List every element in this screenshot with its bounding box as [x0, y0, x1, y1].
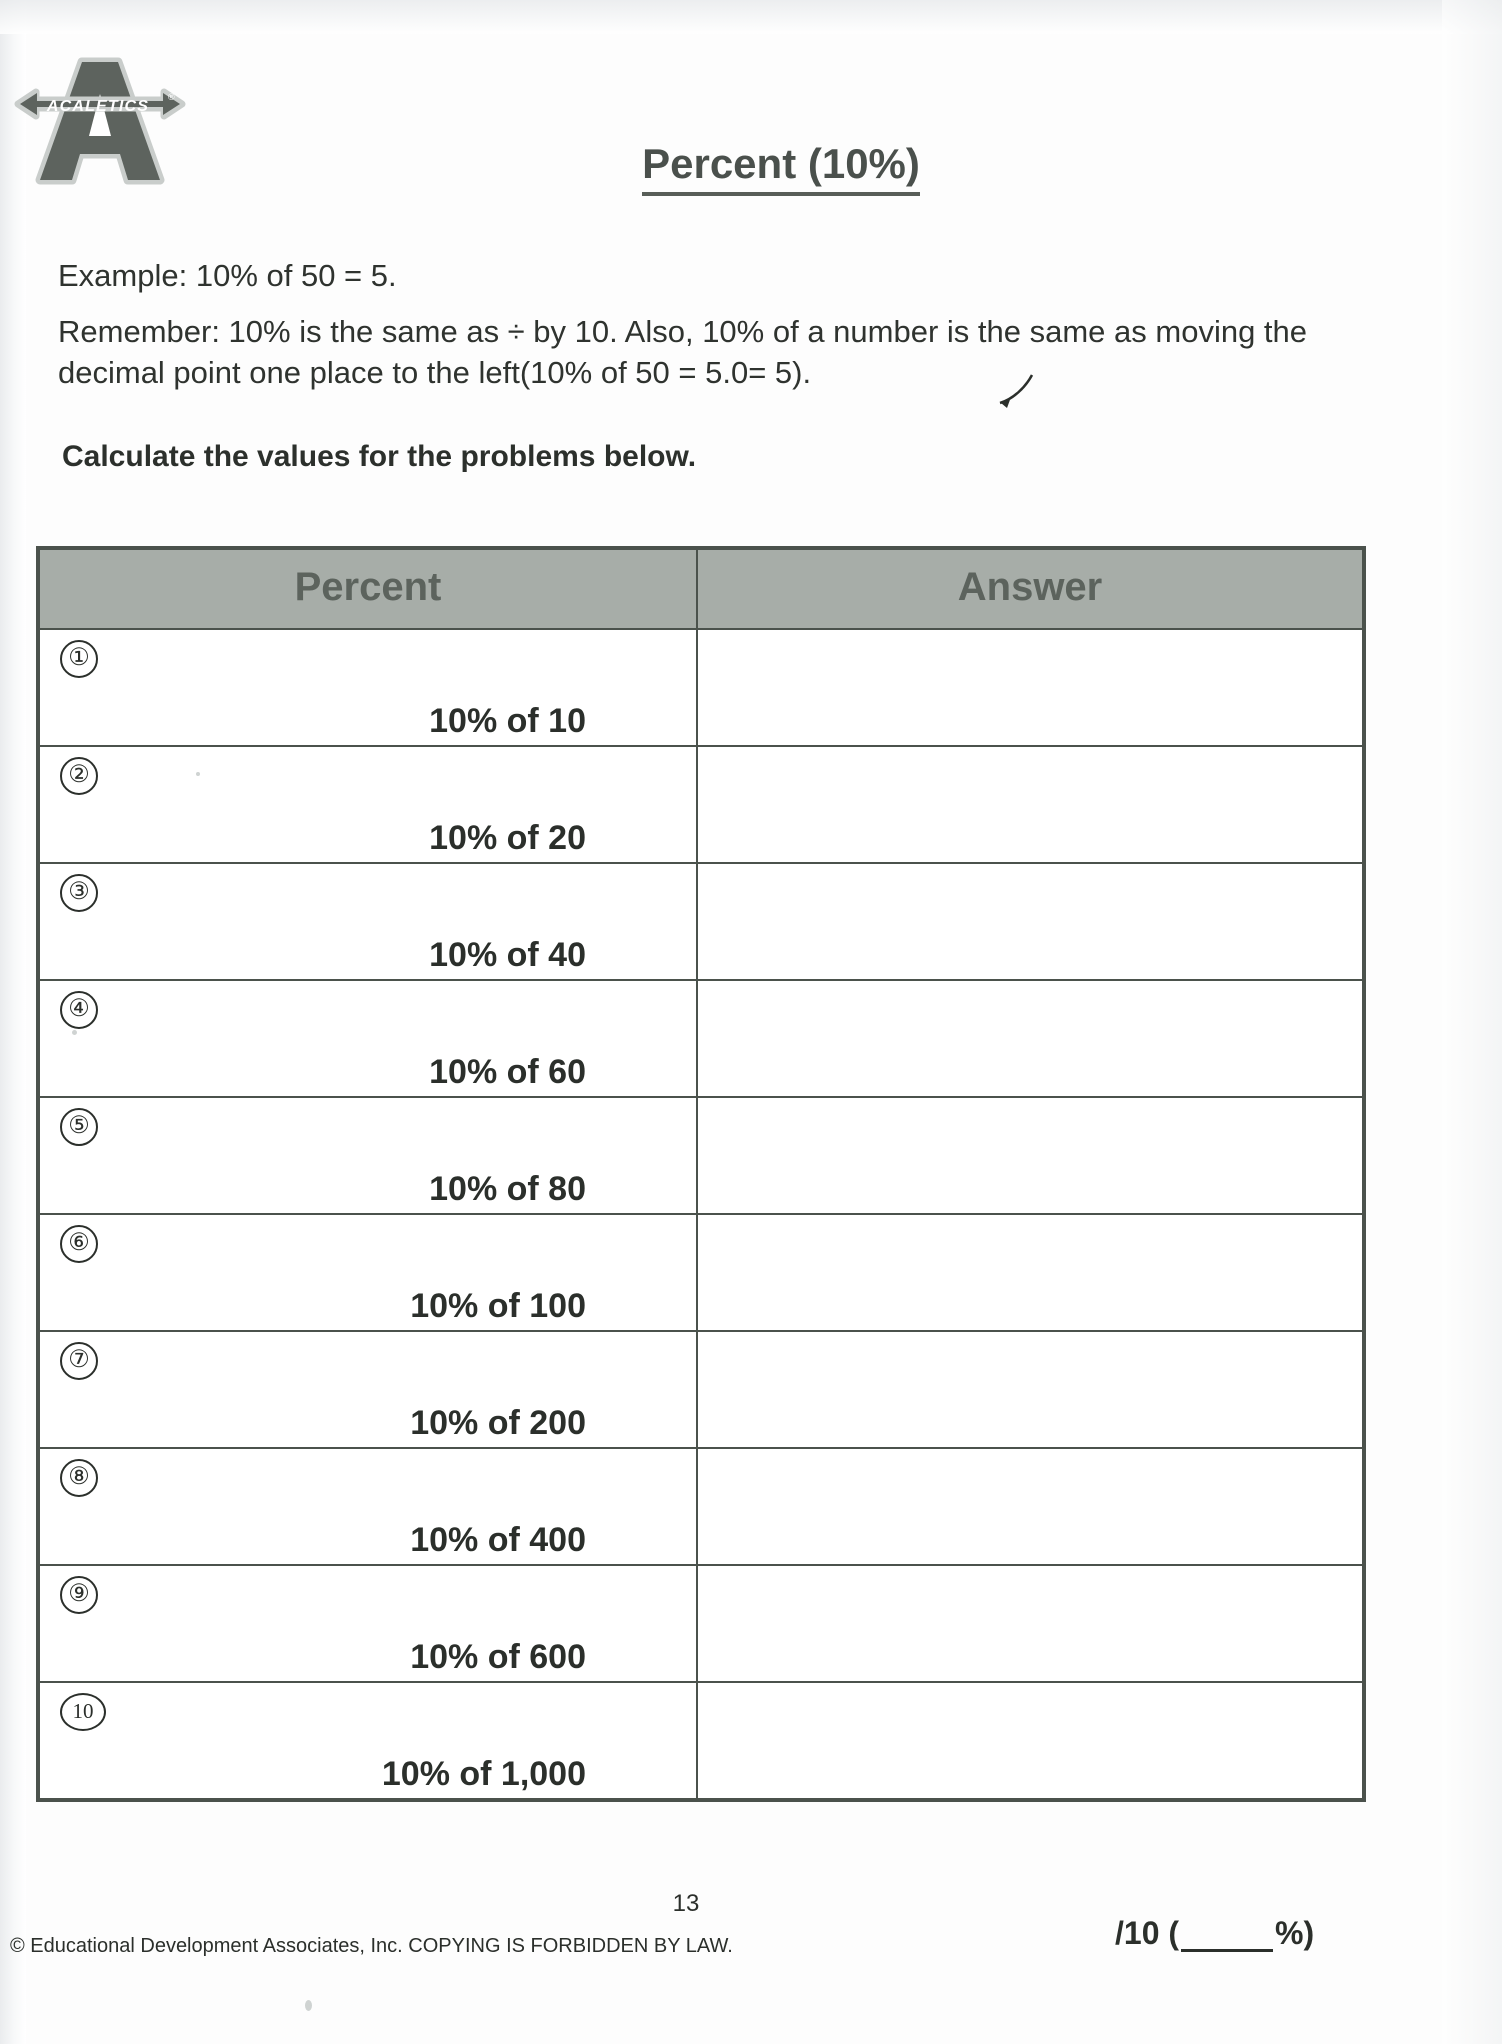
problem-text: 10% of 60: [429, 1053, 586, 1091]
answer-cell[interactable]: [698, 864, 1362, 979]
problem-cell: [40, 630, 698, 745]
page-title-text: Percent (10%): [642, 140, 920, 196]
problem-cell: [40, 981, 698, 1096]
scan-speck: [72, 1030, 77, 1035]
problem-text: 10% of 600: [410, 1638, 586, 1676]
row-number-badge: 10: [60, 1693, 106, 1731]
score-suffix: %): [1275, 1915, 1315, 1951]
problem-cell: [40, 1683, 698, 1798]
problem-cell: [40, 864, 698, 979]
remember-line-2a: moving the decimal point one place to the left(10% of 50 = 5.0: [58, 314, 1308, 390]
problem-cell: [40, 1098, 698, 1213]
scan-edge-shadow-top: [0, 0, 1502, 34]
table-row: [40, 1332, 1362, 1449]
table-row: [40, 1098, 1362, 1215]
scan-edge-shadow-left: [0, 0, 26, 2044]
table-header-row: [40, 550, 1362, 630]
score-box: [1115, 1915, 1314, 1952]
answer-cell[interactable]: [698, 630, 1362, 745]
problem-text: 10% of 100: [410, 1287, 586, 1325]
row-number-badge: ⑦: [60, 1342, 98, 1380]
page-number: 13: [672, 1890, 700, 1917]
answer-cell[interactable]: [698, 1098, 1362, 1213]
logo-wordmark: ACALETICS: [46, 98, 150, 115]
row-number-badge: ①: [60, 640, 98, 678]
row-number-badge: ⑨: [60, 1576, 98, 1614]
problem-cell: [40, 1566, 698, 1681]
problems-table: [36, 546, 1366, 1802]
logo-registered-mark: ®: [168, 92, 175, 102]
row-number-badge: ⑧: [60, 1459, 98, 1497]
row-number-badge: ④: [60, 991, 98, 1029]
answer-cell[interactable]: [698, 981, 1362, 1096]
table-row: [40, 630, 1362, 747]
answer-cell[interactable]: [698, 1332, 1362, 1447]
score-percent-blank[interactable]: [1181, 1923, 1273, 1952]
problem-text: 10% of 400: [410, 1521, 586, 1559]
answer-cell[interactable]: [698, 747, 1362, 862]
problem-text: 10% of 80: [429, 1170, 586, 1208]
column-header-percent: Percent: [40, 550, 698, 628]
table-row: [40, 864, 1362, 981]
table-row: [40, 747, 1362, 864]
problem-cell: [40, 1215, 698, 1330]
problem-text: 10% of 40: [429, 936, 586, 974]
scan-speck: [196, 772, 200, 776]
table-row: [40, 1449, 1362, 1566]
answer-cell[interactable]: [698, 1683, 1362, 1798]
remember-line-1: Remember: 10% is the same as ÷ by 10. Also, 10% of a number is the same as: [58, 314, 1147, 349]
table-row: [40, 1215, 1362, 1332]
row-number-badge: ③: [60, 874, 98, 912]
page-title: [0, 140, 1502, 188]
table-row: [40, 981, 1362, 1098]
answer-cell[interactable]: [698, 1566, 1362, 1681]
problem-text: 10% of 20: [429, 819, 586, 857]
scan-edge-shadow-right: [1442, 0, 1502, 2044]
remember-block: [58, 312, 1358, 394]
example-line: Example: 10% of 50 = 5.: [58, 258, 397, 293]
table-row: [40, 1566, 1362, 1683]
problem-text: 10% of 1,000: [381, 1755, 586, 1793]
problem-cell: [40, 1449, 698, 1564]
instruction-text: Calculate the values for the problems below.: [62, 440, 697, 473]
scan-speck: [305, 2000, 312, 2011]
copyright-notice: © Educational Development Associates, Inc. COPYING IS FORBIDDEN BY LAW.: [10, 1935, 733, 1957]
problem-text: 10% of 10: [429, 702, 586, 740]
problem-text: 10% of 200: [410, 1404, 586, 1442]
table-row: [40, 1683, 1362, 1798]
remember-line-2b: = 5).: [748, 354, 812, 390]
answer-cell[interactable]: [698, 1215, 1362, 1330]
row-number-badge: ②: [60, 757, 98, 795]
row-number-badge: ⑥: [60, 1225, 98, 1263]
row-number-badge: ⑤: [60, 1108, 98, 1146]
answer-cell[interactable]: [698, 1449, 1362, 1564]
problem-cell: [40, 747, 698, 862]
problem-cell: [40, 1332, 698, 1447]
score-prefix: /10 (: [1115, 1915, 1180, 1951]
column-header-answer: Answer: [957, 564, 1103, 609]
